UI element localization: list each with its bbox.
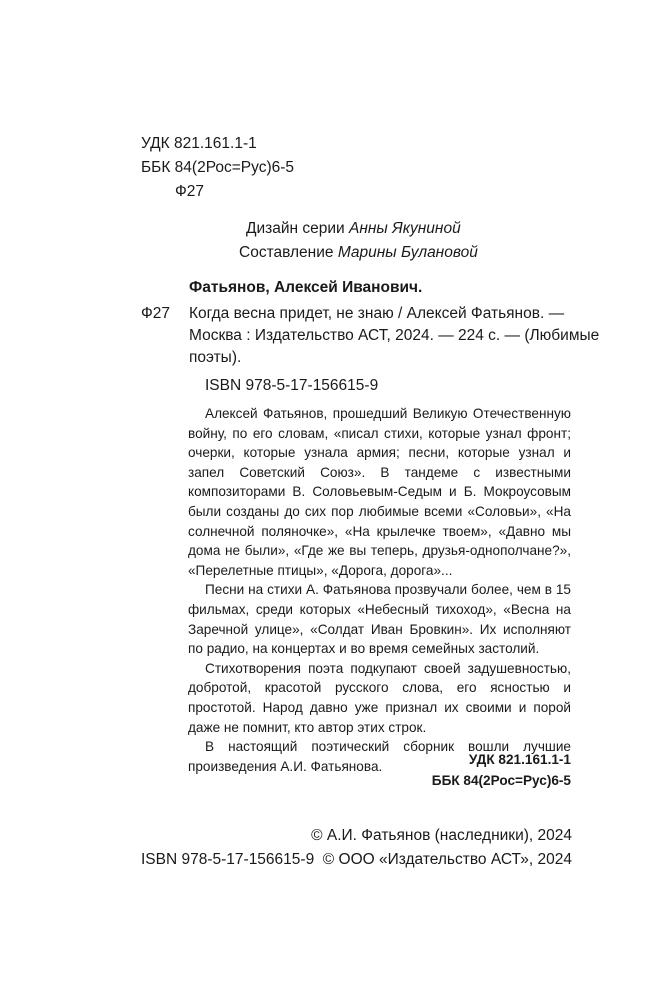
annotation-paragraph: Алексей Фатьянов, прошедший Великую Отечественную войну, по его словам, «писал стихи, которые узнал фронт; очерки, которые узнала армия; песни, которые узнал и запел Советский Союз». В тандеме с известными композиторами В. Соловьевым-Седым и Б. Мокроусовым были созданы до сих пор любимые всеми «Соловьи», «На солнечной поляночке», «На крылечке твоем», «Давно мы дома не были», «Где же вы теперь, друзья-однополчане?», «Перелетные птицы», «Дорога, дорога»... (188, 406, 571, 578)
record-author: Фатьянов, Алексей Иванович. (189, 279, 423, 296)
bbk-code: ББК 84(2Рос=Рус)6-5 (141, 159, 295, 176)
record-description (189, 303, 600, 369)
udk-code: УДК 821.161.1-1 (141, 135, 257, 152)
record-desc-line: Когда весна придет, не знаю / Алексей Фатьянов. — (189, 305, 565, 322)
annotation-paragraph: В настоящий поэтический сборник вошли лучшие произведения А.И. Фатьянова. (188, 739, 571, 774)
compile-name: Марины Булановой (337, 244, 478, 261)
record-desc-line: Москва : Издательство АСТ, 2024. — 224 с. — (Любимые (189, 327, 600, 344)
record-desc-line: поэты). (189, 349, 242, 366)
copyright-publisher: © ООО «Издательство АСТ», 2024 (322, 851, 572, 868)
compilation-credit (239, 242, 478, 264)
author-mark: Ф27 (175, 183, 205, 200)
footer-udk: УДК 821.161.1-1 (468, 752, 571, 767)
series-design-credit (246, 218, 461, 240)
design-label: Дизайн серии (246, 220, 345, 237)
annotation-paragraph: Стихотворения поэта подкупают своей задушевностью, добротой, красотой русского слова, его ясностью и простотой. Народ давно уже признал их своими и порой даже не помнит, кто автор этих строк. (188, 660, 571, 735)
compile-label: Составление (239, 244, 334, 261)
annotation (188, 404, 571, 776)
footer-isbn: ISBN 978-5-17-156615-9 (141, 851, 315, 868)
design-name: Анны Якуниной (349, 220, 461, 237)
footer-bbk: ББК 84(2Рос=Рус)6-5 (431, 773, 571, 788)
record-isbn: ISBN 978-5-17-156615-9 (205, 377, 379, 394)
copyright-heirs: © А.И. Фатьянов (наследники), 2024 (311, 827, 572, 844)
record-mark: Ф27 (141, 305, 171, 322)
annotation-paragraph: Песни на стихи А. Фатьянова прозвучали более, чем в 15 фильмах, среди которых «Небесный тихоход», «Весна на Заречной улице», «Солдат Иван Бровкин». Их исполняют по радио, на концертах и во время семейных застолий. (188, 582, 571, 657)
